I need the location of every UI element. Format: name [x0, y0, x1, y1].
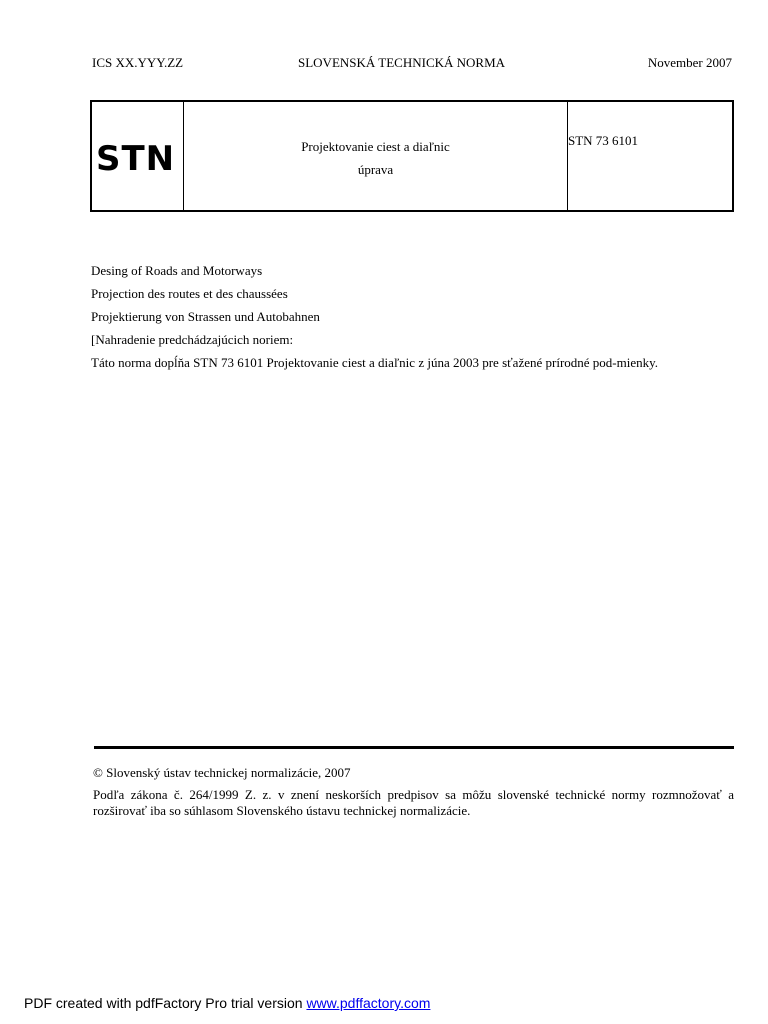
pdf-watermark	[24, 995, 430, 1012]
document-body	[91, 263, 696, 371]
stn-logo	[92, 102, 184, 210]
standard-number: STN 73 6101	[568, 133, 639, 148]
standard-subtitle: úprava	[357, 162, 394, 177]
legal-notice: Podľa zákona č. 264/1999 Z. z. v znení neskorších predpisov sa môžu slovenské technické normy rozmnožovať a rozširovať iba so súhlasom Slovenského ústavu technickej normalizácie.	[93, 787, 734, 818]
pdf-watermark-text: PDF created with pdfFactory Pro trial version	[24, 995, 307, 1011]
ics-code: ICS XX.YYY.ZZ	[92, 55, 184, 70]
title-box	[90, 100, 734, 212]
title-german: Projektierung von Strassen und Autobahnen	[91, 309, 320, 324]
standard-title-cell	[184, 102, 568, 210]
copyright-notice: © Slovenský ústav technickej normalizácie, 2007	[93, 765, 351, 780]
header-date: November 2007	[647, 55, 732, 70]
standard-title: Projektovanie ciest a diaľnic	[301, 139, 450, 154]
title-english: Desing of Roads and Motorways	[91, 263, 263, 278]
header-title: SLOVENSKÁ TECHNICKÁ NORMA	[298, 55, 506, 70]
footer-divider	[94, 746, 734, 749]
scope-paragraph: Táto norma dopĺňa STN 73 6101 Projektovanie ciest a diaľnic z júna 2003 pre sťažené prírodné pod-mienky.	[91, 355, 659, 370]
pdffactory-link[interactable]: www.pdffactory.com	[306, 995, 431, 1011]
replacement-note: [Nahradenie predchádzajúcich noriem:	[91, 332, 294, 347]
title-french: Projection des routes et des chaussées	[91, 286, 288, 301]
stn-logo-text: STN	[96, 139, 176, 179]
